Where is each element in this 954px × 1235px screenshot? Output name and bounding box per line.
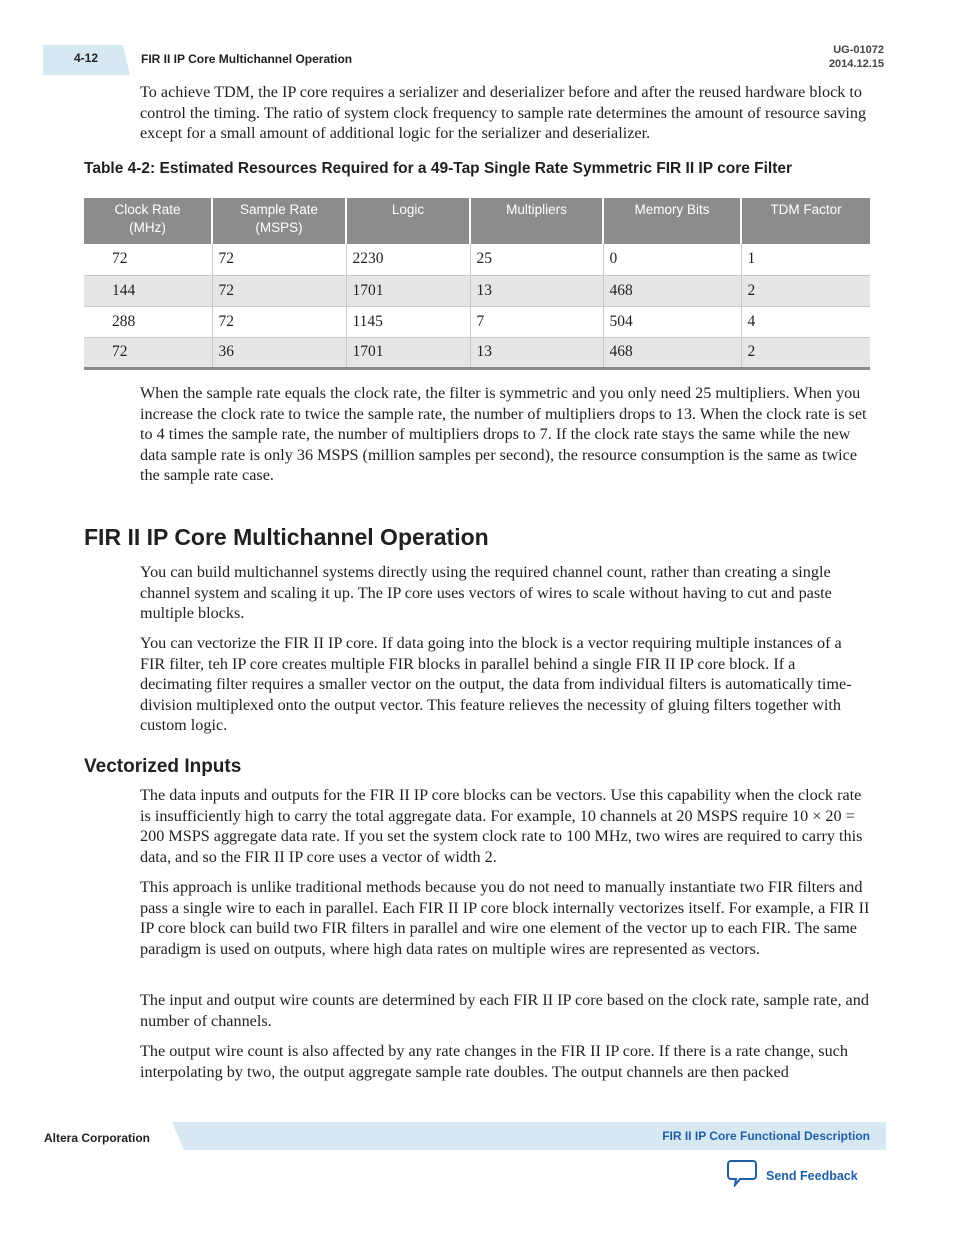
speech-bubble-icon [727, 1159, 757, 1192]
cell-sample-rate: 36 [212, 337, 346, 368]
cell-multipliers: 13 [470, 275, 603, 306]
cell-tdm-factor: 1 [741, 244, 870, 275]
header-sample-rate: Sample Rate (MSPS) [212, 198, 346, 244]
cell-tdm-factor: 2 [741, 337, 870, 368]
table-row [84, 306, 870, 337]
table-caption: Table 4-2: Estimated Resources Required for a 49-Tap Single Rate Symmetric FIR II IP core Filter [84, 160, 793, 177]
resource-table [84, 198, 870, 370]
body-paragraph: The data inputs and outputs for the FIR II IP core blocks can be vectors. Use this capability when the clock rate is insufficiently high to carry the total aggregate data. For example, 10 channels at 20 MSPS require 10 × 20 = 200 MSPS aggregate data rate. If you set the system clock rate to 100 MHz, two wires are required to carry this data, and so the FIR II IP core uses a vector of width 2. [140, 786, 863, 866]
table-explanation-paragraph: When the sample rate equals the clock rate, the filter is symmetric and you only need 25 multipliers. When you increase the clock rate to twice the sample rate, the number of multipliers drops to 13. When the clock rate is set to 4 times the sample rate, the number of multipliers drops to 7. If the clock rate stays the same while the new data sample rate is only 36 MSPS (million samples per second), the resource consumption is the same as twice the sample rate case. [140, 384, 867, 485]
header-logic: Logic [346, 198, 470, 244]
cell-memory-bits: 0 [603, 244, 741, 275]
subsection-heading: Vectorized Inputs [84, 756, 242, 777]
cell-logic: 1145 [346, 306, 470, 337]
header-multipliers: Multipliers [470, 198, 603, 244]
cell-logic: 1701 [346, 337, 470, 368]
cell-logic: 1701 [346, 275, 470, 306]
cell-memory-bits: 468 [603, 337, 741, 368]
cell-tdm-factor: 4 [741, 306, 870, 337]
footer-chapter-link[interactable]: FIR II IP Core Functional Description [662, 1129, 870, 1143]
page-number: 4-12 [74, 51, 99, 65]
header-memory-bits: Memory Bits [603, 198, 741, 244]
body-paragraph: This approach is unlike traditional methods because you do not need to manually instantiate two FIR filters and pass a single wire to each in parallel. Each FIR II IP core block internally vectorizes itself. For example, a FIR II IP core block can build two FIR filters in parallel and wire one element of the vector up to each FIR. The same paradigm is used on outputs, where high data rates on multiple wires are represented as vectors. [140, 878, 870, 958]
section-heading: FIR II IP Core Multichannel Operation [84, 524, 489, 550]
document-date: 2014.12.15 [828, 58, 884, 70]
cell-memory-bits: 468 [603, 275, 741, 306]
cell-multipliers: 7 [470, 306, 603, 337]
cell-clock-rate: 72 [84, 337, 212, 368]
running-header-title: FIR II IP Core Multichannel Operation [141, 52, 353, 66]
cell-clock-rate: 144 [84, 275, 212, 306]
body-paragraph: The output wire count is also affected by any rate changes in the FIR II IP core. If there is a rate change, such interpolating by two, the output aggregate sample rate doubles. The output channels are then packed [140, 1042, 848, 1081]
document-id [829, 43, 884, 71]
cell-sample-rate: 72 [212, 306, 346, 337]
header-clock-rate: Clock Rate (MHz) [84, 198, 212, 244]
table-row [84, 337, 870, 368]
cell-sample-rate: 72 [212, 244, 346, 275]
document-number: UG-01072 [833, 44, 884, 56]
cell-tdm-factor: 2 [741, 275, 870, 306]
send-feedback-link[interactable] [727, 1159, 858, 1192]
intro-paragraph: To achieve TDM, the IP core requires a serializer and deserializer before and after the reused hardware block to control the timing. The ratio of system clock frequency to sample rate determines the amount of resource saving except for a small amount of additional logic for the serializer and deserializer. [140, 83, 867, 143]
table-header-row [84, 198, 870, 244]
body-paragraph: You can vectorize the FIR II IP core. If data going into the block is a vector requiring multiple instances of a FIR filter, teh IP core creates multiple FIR blocks in parallel behind a single FIR II IP core block. If a decimating filter requires a smaller vector on the output, the data from individual filters is automatically time-division multiplexed onto the output vector. This feature relieves the necessity of gluing filters together with custom logic. [140, 634, 852, 735]
body-paragraph: The input and output wire counts are determined by each FIR II IP core based on the clock rate, sample rate, and number of channels. [140, 991, 869, 1030]
cell-multipliers: 13 [470, 337, 603, 368]
table-row [84, 275, 870, 306]
table-row [84, 244, 870, 275]
cell-multipliers: 25 [470, 244, 603, 275]
cell-clock-rate: 288 [84, 306, 212, 337]
send-feedback-label: Send Feedback [766, 1168, 858, 1183]
body-paragraph: You can build multichannel systems directly using the required channel count, rather than creating a single channel system and scaling it up. The IP core uses vectors of wires to scale without having to cut and paste multiple blocks. [140, 563, 832, 623]
cell-clock-rate: 72 [84, 244, 212, 275]
cell-logic: 2230 [346, 244, 470, 275]
cell-sample-rate: 72 [212, 275, 346, 306]
cell-memory-bits: 504 [603, 306, 741, 337]
footer-company: Altera Corporation [44, 1131, 151, 1145]
header-tdm-factor: TDM Factor [741, 198, 870, 244]
